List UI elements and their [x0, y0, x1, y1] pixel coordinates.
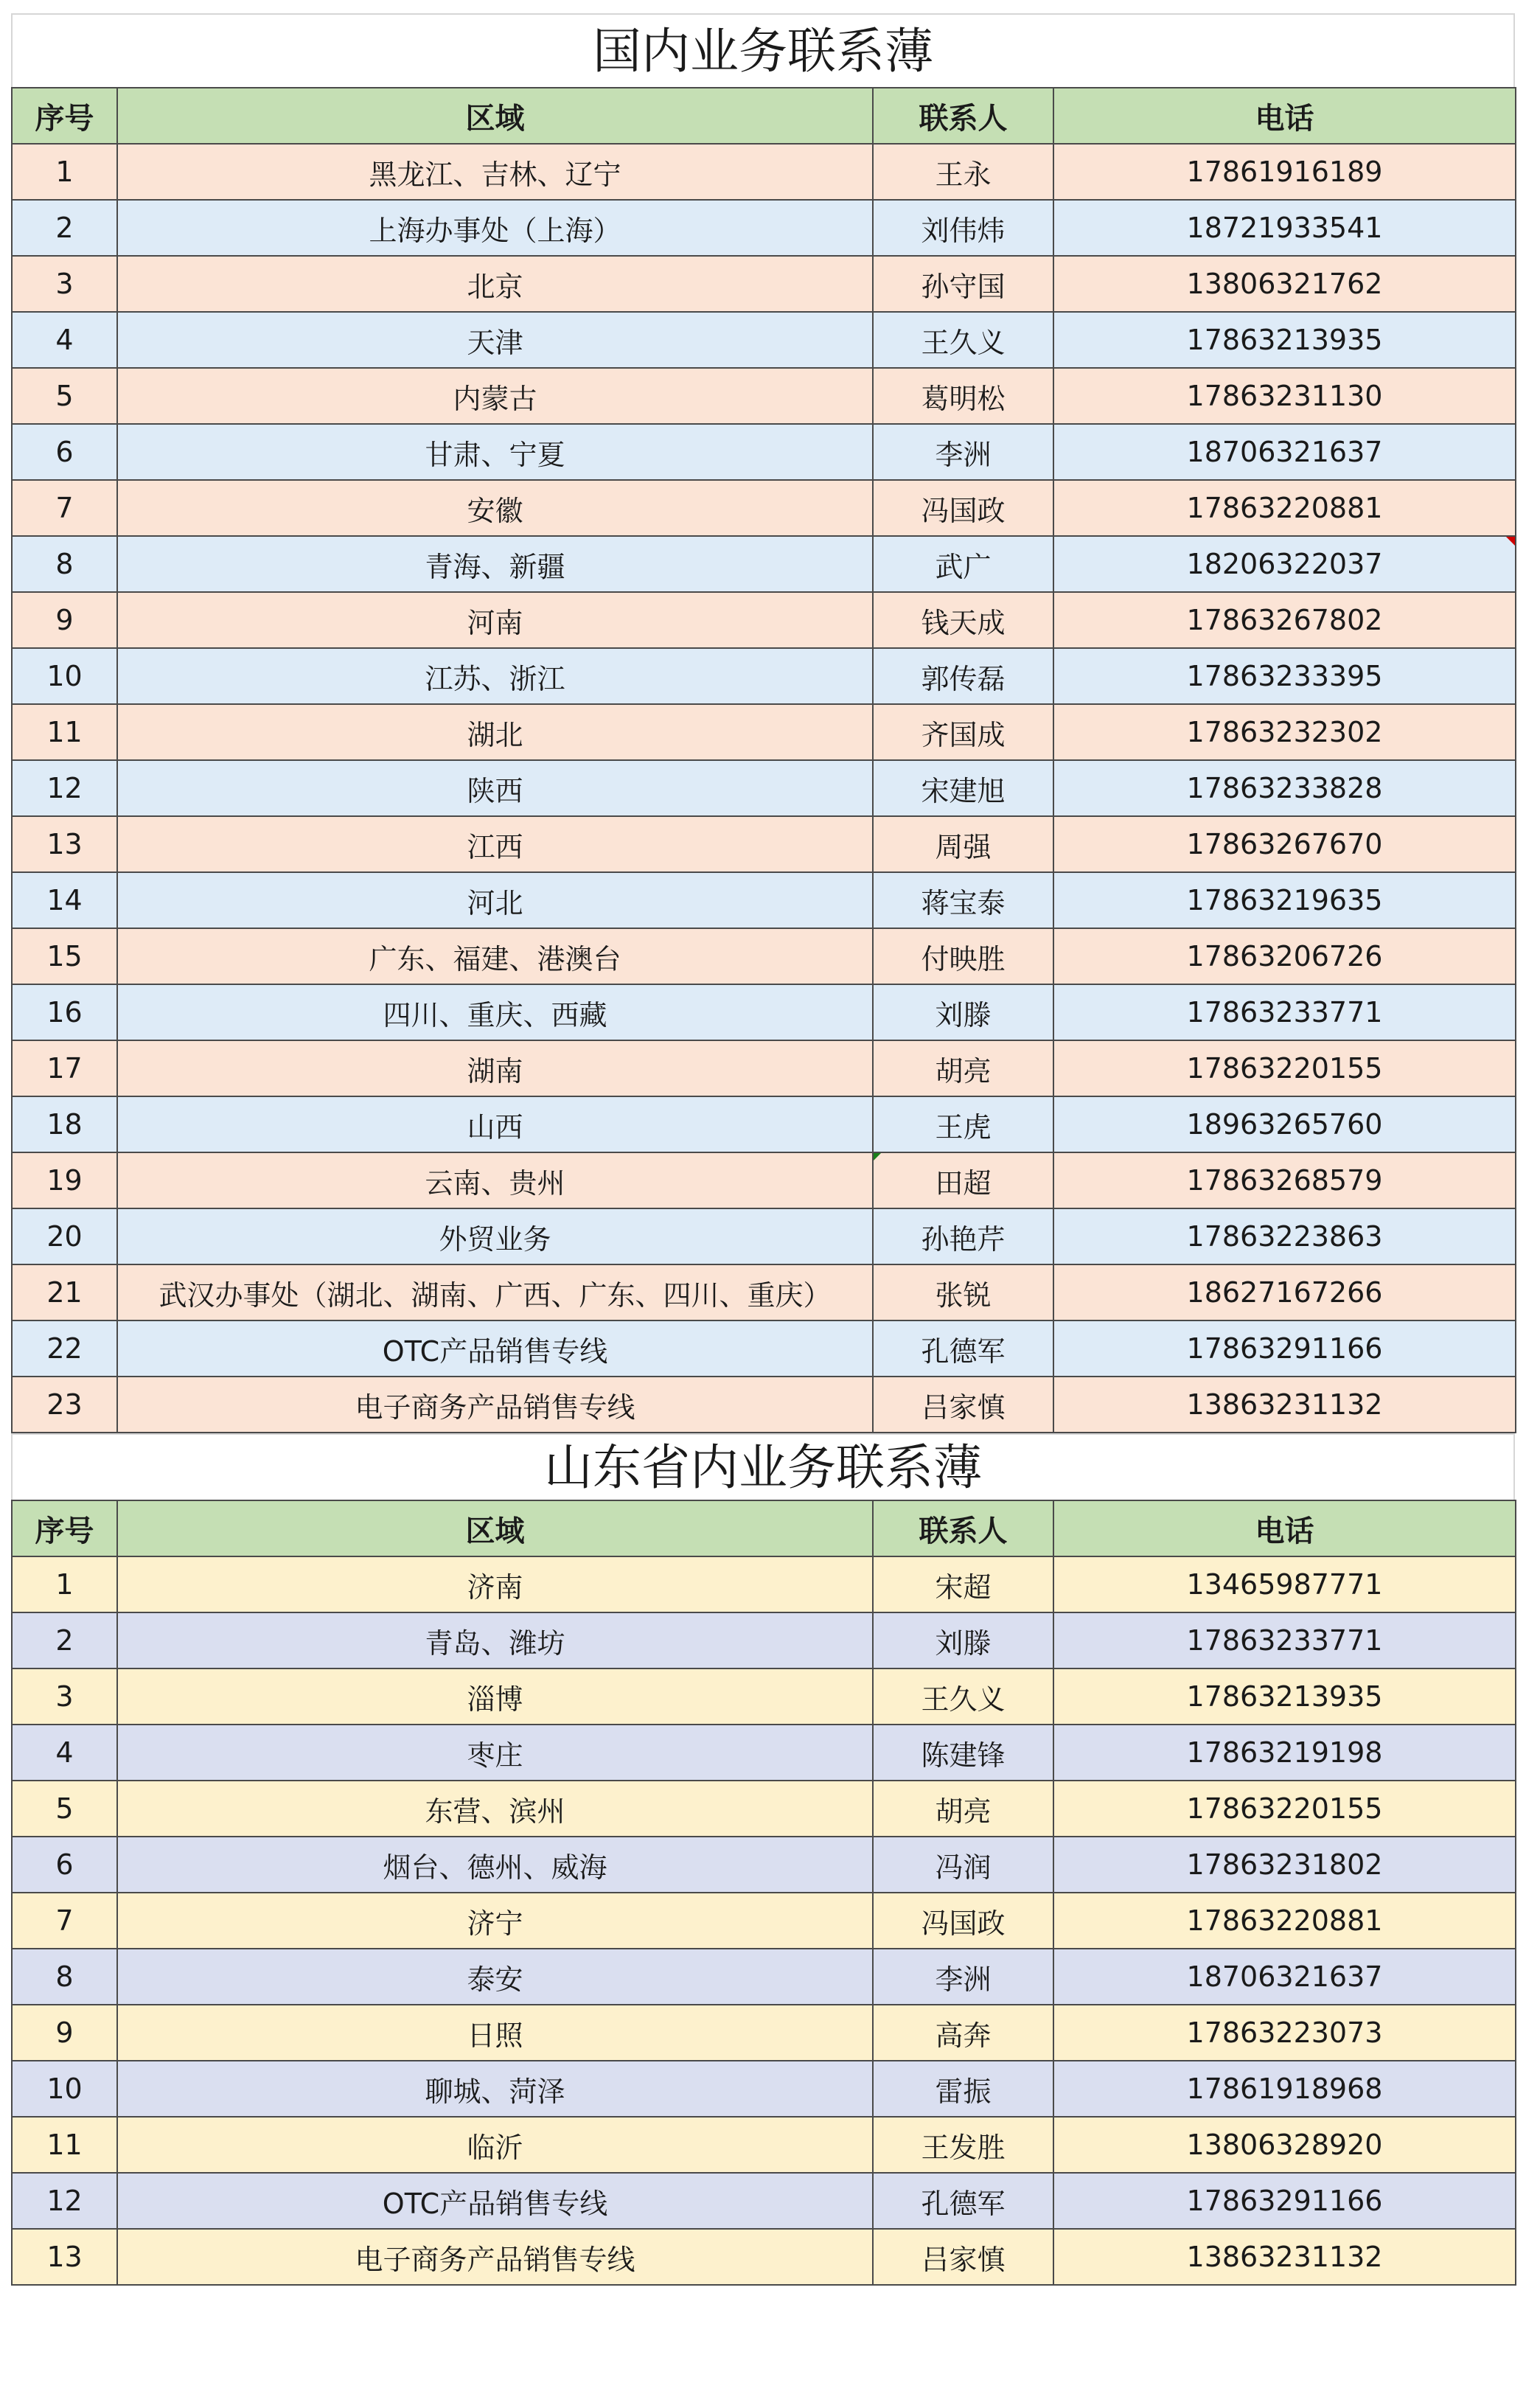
- cell-region: 青海、新疆: [117, 536, 873, 592]
- cell-phone: 13863231132: [1053, 1377, 1516, 1433]
- cell-contact: 陈建锋: [873, 1725, 1053, 1781]
- cell-region: 江苏、浙江: [117, 648, 873, 704]
- cell-region: 电子商务产品销售专线: [117, 1377, 873, 1433]
- cell-contact: 李洲: [873, 424, 1053, 480]
- cell-no: 12: [12, 2173, 117, 2229]
- cell-region: 聊城、菏泽: [117, 2061, 873, 2117]
- cell-region: 济南: [117, 1556, 873, 1612]
- cell-phone: 17863220155: [1053, 1040, 1516, 1096]
- cell-region: 安徽: [117, 480, 873, 536]
- header-region: 区域: [117, 88, 873, 144]
- cell-phone: 17863267670: [1053, 816, 1516, 872]
- cell-contact: 孔德军: [873, 1320, 1053, 1377]
- cell-no: 8: [12, 536, 117, 592]
- cell-no: 4: [12, 1725, 117, 1781]
- cell-region: 四川、重庆、西藏: [117, 984, 873, 1040]
- cell-region: 河南: [117, 592, 873, 648]
- cell-phone: 17861916189: [1053, 144, 1516, 200]
- table-row: [12, 1725, 1516, 1781]
- cell-contact: 齐国成: [873, 704, 1053, 760]
- cell-phone: 17863233771: [1053, 984, 1516, 1040]
- cell-phone: 17863267802: [1053, 592, 1516, 648]
- shandong-header-row: [12, 1500, 1516, 1556]
- cell-contact: 冯润: [873, 1837, 1053, 1893]
- cell-region: 上海办事处（上海）: [117, 200, 873, 256]
- cell-contact: 王虎: [873, 1096, 1053, 1152]
- cell-phone: 17863223863: [1053, 1208, 1516, 1264]
- cell-no: 12: [12, 760, 117, 816]
- header-contact: 联系人: [873, 88, 1053, 144]
- cell-phone: 17863206726: [1053, 928, 1516, 984]
- cell-no: 19: [12, 1152, 117, 1208]
- table-row: [12, 1152, 1516, 1208]
- cell-contact: 宋建旭: [873, 760, 1053, 816]
- cell-no: 23: [12, 1377, 117, 1433]
- header-no: 序号: [12, 1500, 117, 1556]
- cell-contact: 张锐: [873, 1264, 1053, 1320]
- cell-region: 青岛、潍坊: [117, 1612, 873, 1668]
- cell-region: 云南、贵州: [117, 1152, 873, 1208]
- comment-marker-icon: [1506, 537, 1515, 546]
- cell-phone: 17863220155: [1053, 1781, 1516, 1837]
- cell-no: 20: [12, 1208, 117, 1264]
- cell-phone: 18706321637: [1053, 424, 1516, 480]
- header-no: 序号: [12, 88, 117, 144]
- cell-phone: 18721933541: [1053, 200, 1516, 256]
- cell-no: 3: [12, 256, 117, 312]
- cell-contact: 刘滕: [873, 984, 1053, 1040]
- cell-no: 13: [12, 816, 117, 872]
- cell-region: 泰安: [117, 1949, 873, 2005]
- cell-contact: 胡亮: [873, 1781, 1053, 1837]
- header-region: 区域: [117, 1500, 873, 1556]
- header-contact: 联系人: [873, 1500, 1053, 1556]
- cell-region: 湖北: [117, 704, 873, 760]
- table-row: [12, 2173, 1516, 2229]
- cell-contact: 郭传磊: [873, 648, 1053, 704]
- table-row: [12, 1264, 1516, 1320]
- cell-phone: 13806328920: [1053, 2117, 1516, 2173]
- cell-phone: 13465987771: [1053, 1556, 1516, 1612]
- table-row: [12, 1377, 1516, 1433]
- table-row: [12, 928, 1516, 984]
- cell-contact: 李洲: [873, 1949, 1053, 2005]
- cell-region: 烟台、德州、威海: [117, 1837, 873, 1893]
- cell-phone: 17863220881: [1053, 480, 1516, 536]
- cell-contact: 冯国政: [873, 480, 1053, 536]
- table-row: [12, 368, 1516, 424]
- cell-region: 北京: [117, 256, 873, 312]
- comment-marker-icon: [874, 1153, 881, 1160]
- cell-no: 16: [12, 984, 117, 1040]
- table-row: [12, 592, 1516, 648]
- cell-contact: 王久义: [873, 1668, 1053, 1725]
- domestic-body: [12, 144, 1516, 1433]
- cell-no: 9: [12, 592, 117, 648]
- cell-region: 东营、滨州: [117, 1781, 873, 1837]
- cell-contact: 武广: [873, 536, 1053, 592]
- cell-phone: 17863231130: [1053, 368, 1516, 424]
- cell-region: 河北: [117, 872, 873, 928]
- cell-phone: 18706321637: [1053, 1949, 1516, 2005]
- cell-no: 1: [12, 144, 117, 200]
- cell-phone: 17863213935: [1053, 1668, 1516, 1725]
- cell-contact: 孙守国: [873, 256, 1053, 312]
- cell-region: 武汉办事处（湖北、湖南、广西、广东、四川、重庆）: [117, 1264, 873, 1320]
- cell-contact: 刘伟炜: [873, 200, 1053, 256]
- cell-contact: 刘滕: [873, 1612, 1053, 1668]
- table-row: [12, 2229, 1516, 2285]
- cell-no: 22: [12, 1320, 117, 1377]
- table-row: [12, 2005, 1516, 2061]
- table-row: [12, 1781, 1516, 1837]
- cell-contact: 孔德军: [873, 2173, 1053, 2229]
- header-phone: 电话: [1053, 88, 1516, 144]
- table-row: [12, 200, 1516, 256]
- table-row: [12, 872, 1516, 928]
- cell-no: 2: [12, 200, 117, 256]
- cell-no: 5: [12, 1781, 117, 1837]
- table-row: [12, 984, 1516, 1040]
- cell-phone: 17863233828: [1053, 760, 1516, 816]
- table-row: [12, 2117, 1516, 2173]
- table-row: [12, 760, 1516, 816]
- cell-no: 11: [12, 2117, 117, 2173]
- cell-region: OTC产品销售专线: [117, 2173, 873, 2229]
- cell-region: 广东、福建、港澳台: [117, 928, 873, 984]
- table-row: [12, 704, 1516, 760]
- cell-phone: 17863291166: [1053, 2173, 1516, 2229]
- cell-contact: 冯国政: [873, 1893, 1053, 1949]
- cell-no: 18: [12, 1096, 117, 1152]
- cell-no: 9: [12, 2005, 117, 2061]
- cell-region: 陕西: [117, 760, 873, 816]
- cell-no: 13: [12, 2229, 117, 2285]
- cell-region: 临沂: [117, 2117, 873, 2173]
- cell-contact: 宋超: [873, 1556, 1053, 1612]
- cell-contact: 吕家慎: [873, 2229, 1053, 2285]
- cell-phone: 17863268579: [1053, 1152, 1516, 1208]
- cell-contact: 王久义: [873, 312, 1053, 368]
- cell-no: 10: [12, 648, 117, 704]
- cell-no: 7: [12, 480, 117, 536]
- cell-phone: 17863231802: [1053, 1837, 1516, 1893]
- cell-region: 甘肃、宁夏: [117, 424, 873, 480]
- cell-phone: 17863213935: [1053, 312, 1516, 368]
- cell-region: 枣庄: [117, 1725, 873, 1781]
- table-row: [12, 256, 1516, 312]
- table-row: [12, 312, 1516, 368]
- cell-no: 10: [12, 2061, 117, 2117]
- cell-contact: 蒋宝泰: [873, 872, 1053, 928]
- cell-no: 3: [12, 1668, 117, 1725]
- cell-contact: 付映胜: [873, 928, 1053, 984]
- cell-contact: 钱天成: [873, 592, 1053, 648]
- cell-region: 天津: [117, 312, 873, 368]
- cell-region: 淄博: [117, 1668, 873, 1725]
- table-row: [12, 144, 1516, 200]
- cell-no: 8: [12, 1949, 117, 2005]
- cell-contact: 吕家慎: [873, 1377, 1053, 1433]
- cell-contact: 孙艳芹: [873, 1208, 1053, 1264]
- cell-contact: 周强: [873, 816, 1053, 872]
- table-row: [12, 1208, 1516, 1264]
- cell-contact: 葛明松: [873, 368, 1053, 424]
- cell-no: 4: [12, 312, 117, 368]
- table-row: [12, 1556, 1516, 1612]
- cell-region: 江西: [117, 816, 873, 872]
- cell-phone: 18627167266: [1053, 1264, 1516, 1320]
- table-row: [12, 424, 1516, 480]
- cell-region: 电子商务产品销售专线: [117, 2229, 873, 2285]
- domestic-header-row: [12, 88, 1516, 144]
- cell-region: 山西: [117, 1096, 873, 1152]
- domestic-table: [11, 87, 1516, 1433]
- table-row: [12, 1040, 1516, 1096]
- cell-no: 1: [12, 1556, 117, 1612]
- table-row: [12, 1668, 1516, 1725]
- table-row: [12, 648, 1516, 704]
- cell-no: 7: [12, 1893, 117, 1949]
- cell-no: 21: [12, 1264, 117, 1320]
- cell-no: 2: [12, 1612, 117, 1668]
- cell-region: 日照: [117, 2005, 873, 2061]
- cell-no: 5: [12, 368, 117, 424]
- table-row: [12, 1096, 1516, 1152]
- table-row: [12, 2061, 1516, 2117]
- cell-phone: 18206322037: [1053, 536, 1516, 592]
- table-row: [12, 1949, 1516, 2005]
- cell-phone: 17861918968: [1053, 2061, 1516, 2117]
- cell-region: 湖南: [117, 1040, 873, 1096]
- cell-no: 11: [12, 704, 117, 760]
- cell-phone: 18963265760: [1053, 1096, 1516, 1152]
- cell-no: 15: [12, 928, 117, 984]
- cell-contact: 王永: [873, 144, 1053, 200]
- cell-contact: 高奔: [873, 2005, 1053, 2061]
- header-phone: 电话: [1053, 1500, 1516, 1556]
- shandong-title: 山东省内业务联系薄: [11, 1433, 1515, 1500]
- cell-no: 14: [12, 872, 117, 928]
- cell-region: 外贸业务: [117, 1208, 873, 1264]
- shandong-body: [12, 1556, 1516, 2285]
- cell-region: 黑龙江、吉林、辽宁: [117, 144, 873, 200]
- cell-contact: 胡亮: [873, 1040, 1053, 1096]
- table-row: [12, 480, 1516, 536]
- cell-phone: 17863220881: [1053, 1893, 1516, 1949]
- cell-region: OTC产品销售专线: [117, 1320, 873, 1377]
- cell-contact: 王发胜: [873, 2117, 1053, 2173]
- cell-phone: 13863231132: [1053, 2229, 1516, 2285]
- shandong-table: [11, 1500, 1516, 2286]
- cell-no: 6: [12, 424, 117, 480]
- cell-region: 内蒙古: [117, 368, 873, 424]
- table-row: [12, 1893, 1516, 1949]
- table-row: [12, 1612, 1516, 1668]
- cell-contact: 田超: [873, 1152, 1053, 1208]
- cell-phone: 17863219198: [1053, 1725, 1516, 1781]
- cell-no: 6: [12, 1837, 117, 1893]
- table-row: [12, 816, 1516, 872]
- cell-no: 17: [12, 1040, 117, 1096]
- cell-phone: 17863232302: [1053, 704, 1516, 760]
- table-row: [12, 1837, 1516, 1893]
- cell-phone: 17863291166: [1053, 1320, 1516, 1377]
- cell-phone: 17863233771: [1053, 1612, 1516, 1668]
- table-row: [12, 1320, 1516, 1377]
- cell-phone: 17863223073: [1053, 2005, 1516, 2061]
- cell-phone: 13806321762: [1053, 256, 1516, 312]
- cell-contact: 雷振: [873, 2061, 1053, 2117]
- cell-phone: 17863219635: [1053, 872, 1516, 928]
- domestic-title: 国内业务联系薄: [11, 13, 1515, 87]
- contact-sheet: [11, 13, 1515, 2286]
- cell-region: 济宁: [117, 1893, 873, 1949]
- cell-phone: 17863233395: [1053, 648, 1516, 704]
- table-row: [12, 536, 1516, 592]
